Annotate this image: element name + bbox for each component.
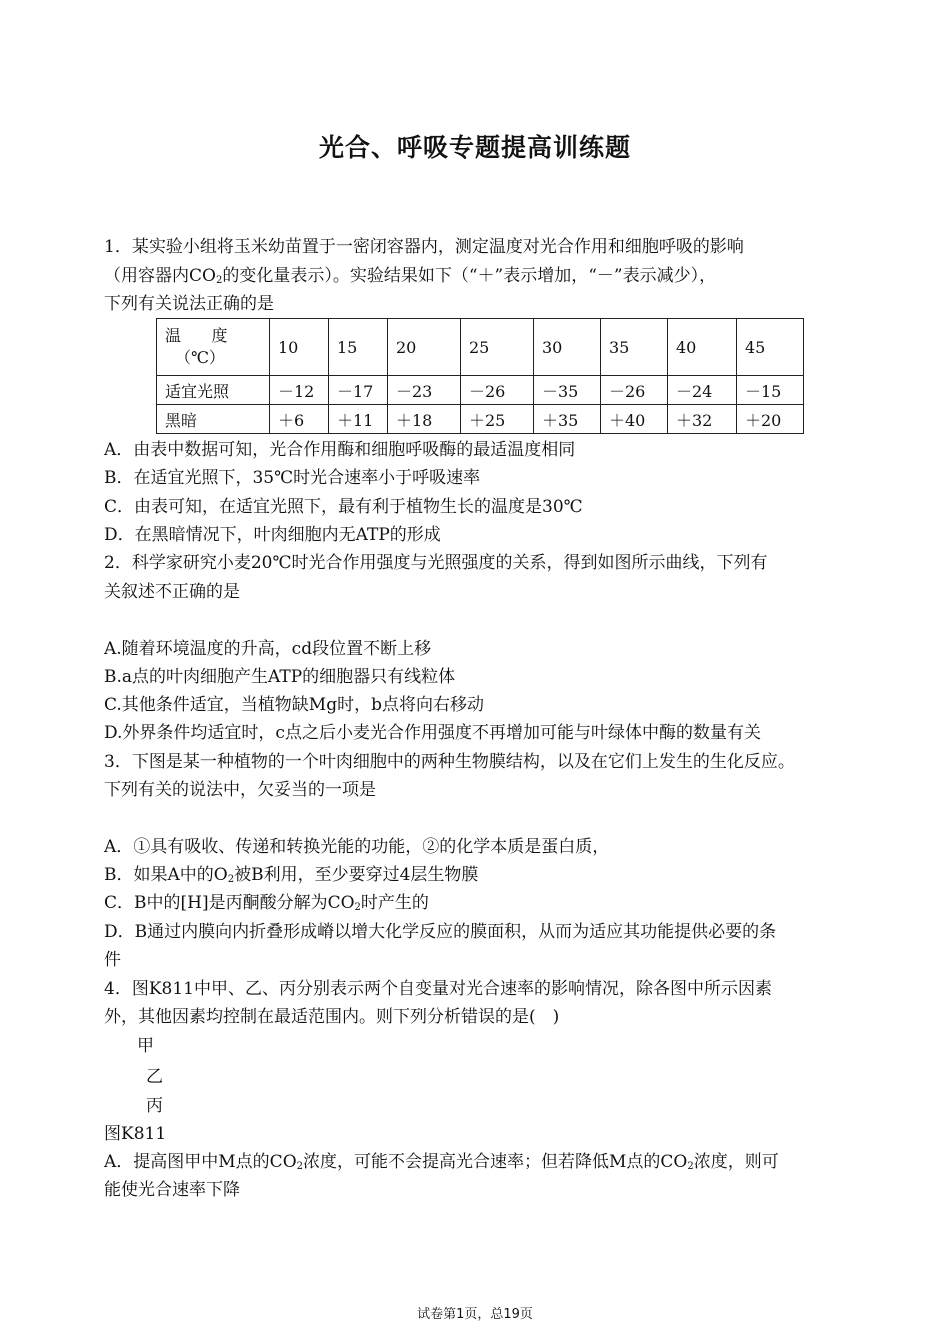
q4-option-a-line2: 能使光合速率下降 (104, 1180, 240, 1200)
dark-cell: ＋6 (270, 405, 329, 434)
q1-option-d: D．在黑暗情况下，叶肉细胞内无ATP的形成 (104, 525, 441, 545)
q4-stem-line2: 外，其他因素均控制在最适范围内。则下列分析错误的是( ) (104, 1007, 560, 1027)
q3-option-b: B．如果A中的$O_2$被B利用，至少要穿过4层生物膜 (104, 865, 479, 885)
temperature-header: 温 度 （℃） (157, 319, 270, 376)
light-cell: －12 (270, 376, 329, 405)
q2-option-b: B.a点的叶肉细胞产生ATP的细胞器只有线粒体 (104, 667, 456, 687)
q2-option-a: A.随着环境温度的升高，cd段位置不断上移 (104, 639, 432, 659)
q3-option-c: C．B中的[H]是丙酮酸分解为$CO_2$时产生的 (104, 893, 429, 913)
dark-cell: ＋25 (461, 405, 534, 434)
q2-stem-line2: 关叙述不正确的是 (104, 582, 240, 602)
temp-cell: 10 (270, 319, 329, 376)
dark-cell: ＋32 (668, 405, 737, 434)
q4-figure-label-jia: 甲 (137, 1036, 154, 1056)
q1-option-a: A．由表中数据可知，光合作用酶和细胞呼吸酶的最适温度相同 (104, 440, 576, 460)
q3-option-a: A．①具有吸收、传递和转换光能的功能，②的化学本质是蛋白质， (104, 837, 610, 857)
q1-stem-line1: 1．某实验小组将玉米幼苗置于一密闭容器内，测定温度对光合作用和细胞呼吸的影响 (104, 237, 744, 257)
q3-option-d-line1: D．B通过内膜向内折叠形成嵴以增大化学反应的膜面积，从而为适应其功能提供必要的条 (104, 922, 777, 942)
dark-cell: ＋11 (329, 405, 388, 434)
light-cell: －17 (329, 376, 388, 405)
temp-cell: 15 (329, 319, 388, 376)
temp-cell: 30 (534, 319, 601, 376)
q2-stem-line1: 2．科学家研究小麦20℃时光合作用强度与光照强度的关系，得到如图所示曲线，下列有 (104, 553, 768, 573)
q4-option-a-line1: A．提高图甲中M点的$CO_2$浓度，可能不会提高光合速率；但若降低M点的$CO_2$浓度，则可 (104, 1152, 779, 1172)
table-row-temperature (157, 319, 804, 376)
light-cell: －24 (668, 376, 737, 405)
q1-option-c: C．由表可知，在适宜光照下，最有利于植物生长的温度是30℃ (104, 497, 583, 517)
q1-option-b: B．在适宜光照下，35℃时光合速率小于呼吸速率 (104, 468, 481, 488)
q2-option-c: C.其他条件适宜，当植物缺Mg时，b点将向右移动 (104, 695, 484, 715)
dark-row-label: 黑暗 (157, 405, 270, 434)
light-cell: －15 (737, 376, 804, 405)
q3-option-d-line2: 件 (104, 950, 121, 970)
temp-cell: 40 (668, 319, 737, 376)
temp-cell: 45 (737, 319, 804, 376)
q3-stem-line1: 3．下图是某一种植物的一个叶肉细胞中的两种生物膜结构，以及在它们上发生的生化反应。 (104, 752, 795, 772)
temp-cell: 35 (601, 319, 668, 376)
q1-stem-line3: 下列有关说法正确的是 (104, 294, 274, 314)
page-title: 光合、呼吸专题提高训练题 (318, 133, 631, 162)
q4-figure-label-yi: 乙 (146, 1067, 163, 1087)
q1-data-table (156, 318, 804, 434)
table-row-dark (157, 405, 804, 434)
light-cell: －35 (534, 376, 601, 405)
light-cell: －26 (601, 376, 668, 405)
table-row-light (157, 376, 804, 405)
dark-cell: ＋18 (388, 405, 461, 434)
dark-cell: ＋35 (534, 405, 601, 434)
q3-stem-line2: 下列有关的说法中，欠妥当的一项是 (104, 780, 376, 800)
q4-stem-line1: 4．图K811中甲、乙、丙分别表示两个自变量对光合速率的影响情况，除各图中所示因素 (104, 979, 772, 999)
dark-cell: ＋40 (601, 405, 668, 434)
q4-figure-caption: 图K811 (104, 1124, 167, 1144)
q2-option-d: D.外界条件均适宜时，c点之后小麦光合作用强度不再增加可能与叶绿体中酶的数量有关 (104, 723, 761, 743)
page-footer: 试卷第1页，总19页 (417, 1307, 533, 1322)
q4-figure-label-bing: 丙 (146, 1096, 163, 1116)
light-row-label: 适宜光照 (157, 376, 270, 405)
q1-stem-line2: （用容器内$CO_2$的变化量表示）。实验结果如下（“＋”表示增加，“－”表示减少）， (104, 266, 717, 286)
light-cell: －23 (388, 376, 461, 405)
temp-cell: 25 (461, 319, 534, 376)
dark-cell: ＋20 (737, 405, 804, 434)
temp-cell: 20 (388, 319, 461, 376)
light-cell: －26 (461, 376, 534, 405)
